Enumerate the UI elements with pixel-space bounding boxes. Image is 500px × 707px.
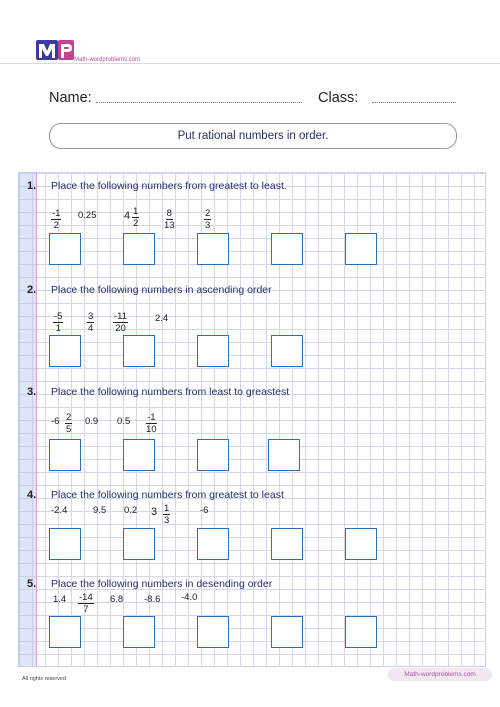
fraction: $\frac{1}{2}$ bbox=[133, 206, 139, 229]
number: 0.5 bbox=[117, 416, 131, 427]
name-field[interactable] bbox=[96, 94, 302, 103]
fraction: $\frac{3}{4}$ bbox=[88, 311, 94, 334]
fraction: $\frac{-1}{10}$ bbox=[146, 412, 157, 435]
answer-box[interactable] bbox=[345, 528, 377, 560]
fraction: $\frac{2}{5}$ bbox=[66, 412, 72, 435]
answer-box[interactable] bbox=[345, 616, 377, 648]
number: 1.4 bbox=[53, 594, 67, 605]
fraction: $\frac{-11}{20}$ bbox=[114, 311, 128, 334]
answer-box[interactable] bbox=[123, 616, 155, 648]
answer-box[interactable] bbox=[271, 528, 303, 560]
fraction: $\frac{8}{13}$ bbox=[164, 208, 175, 231]
question-number: 2. bbox=[27, 284, 37, 296]
answer-box[interactable] bbox=[197, 233, 229, 265]
number: -8.6 bbox=[144, 594, 161, 605]
class-field[interactable] bbox=[372, 94, 456, 103]
number: 0.25 bbox=[78, 210, 97, 221]
question-text: Place the following numbers from greatest to least. bbox=[51, 180, 287, 192]
rights-text: All rights reserved bbox=[22, 676, 67, 682]
header-divider bbox=[0, 63, 500, 64]
answer-box[interactable] bbox=[49, 233, 81, 265]
answer-box[interactable] bbox=[49, 439, 81, 471]
number: 6.8 bbox=[110, 594, 124, 605]
number: -2.4 bbox=[51, 505, 68, 516]
worksheet-title: Put rational numbers in order. bbox=[49, 123, 457, 149]
answer-box[interactable] bbox=[271, 335, 303, 367]
fraction: $\frac{2}{3}$ bbox=[205, 208, 211, 231]
answer-box[interactable] bbox=[268, 439, 300, 471]
answer-box[interactable] bbox=[271, 233, 303, 265]
question-text: Place the following numbers in ascending order bbox=[51, 284, 272, 296]
question-text: Place the following numbers from least to greastest bbox=[51, 386, 290, 398]
number: 2.4 bbox=[155, 313, 169, 324]
question-number: 3. bbox=[27, 386, 37, 398]
number: 0.9 bbox=[85, 416, 99, 427]
margin-strip bbox=[18, 172, 36, 666]
number: -4.0 bbox=[181, 592, 198, 603]
answer-box[interactable] bbox=[345, 233, 377, 265]
answer-box[interactable] bbox=[197, 439, 229, 471]
fraction: $\frac{1}{3}$ bbox=[164, 503, 170, 526]
question-text: Place the following numbers in desending order bbox=[51, 578, 273, 590]
mixed-whole: 4 bbox=[124, 210, 131, 222]
number: -6 bbox=[200, 505, 209, 516]
name-label: Name: bbox=[49, 90, 92, 106]
brand-url: Math-wordproblems.com bbox=[74, 57, 141, 63]
question-text: Place the following numbers from greatest to least bbox=[51, 489, 284, 501]
answer-box[interactable] bbox=[49, 528, 81, 560]
question-number: 5. bbox=[27, 578, 37, 590]
number: 0.2 bbox=[124, 505, 138, 516]
answer-box[interactable] bbox=[123, 335, 155, 367]
fraction: $\frac{-1}{2}$ bbox=[52, 208, 61, 231]
mixed-whole: 3 bbox=[151, 506, 158, 518]
fraction: $\frac{-5}{1}$ bbox=[54, 311, 63, 334]
answer-box[interactable] bbox=[271, 616, 303, 648]
answer-box[interactable] bbox=[123, 439, 155, 471]
brand-logo-icon bbox=[36, 38, 76, 62]
answer-box[interactable] bbox=[49, 335, 81, 367]
answer-box[interactable] bbox=[197, 335, 229, 367]
question-number: 1. bbox=[27, 180, 37, 192]
answer-box[interactable] bbox=[197, 528, 229, 560]
fraction: $\frac{-14}{7}$ bbox=[79, 592, 93, 615]
mixed-whole: -6 bbox=[51, 416, 60, 427]
class-label: Class: bbox=[318, 90, 359, 106]
answer-box[interactable] bbox=[123, 528, 155, 560]
answer-box[interactable] bbox=[49, 616, 81, 648]
margin-line bbox=[36, 172, 37, 666]
number: 9.5 bbox=[93, 505, 107, 516]
question-number: 4. bbox=[27, 489, 37, 501]
answer-box[interactable] bbox=[197, 616, 229, 648]
answer-box[interactable] bbox=[123, 233, 155, 265]
footer-url: Math-wordproblems.com bbox=[388, 668, 492, 681]
